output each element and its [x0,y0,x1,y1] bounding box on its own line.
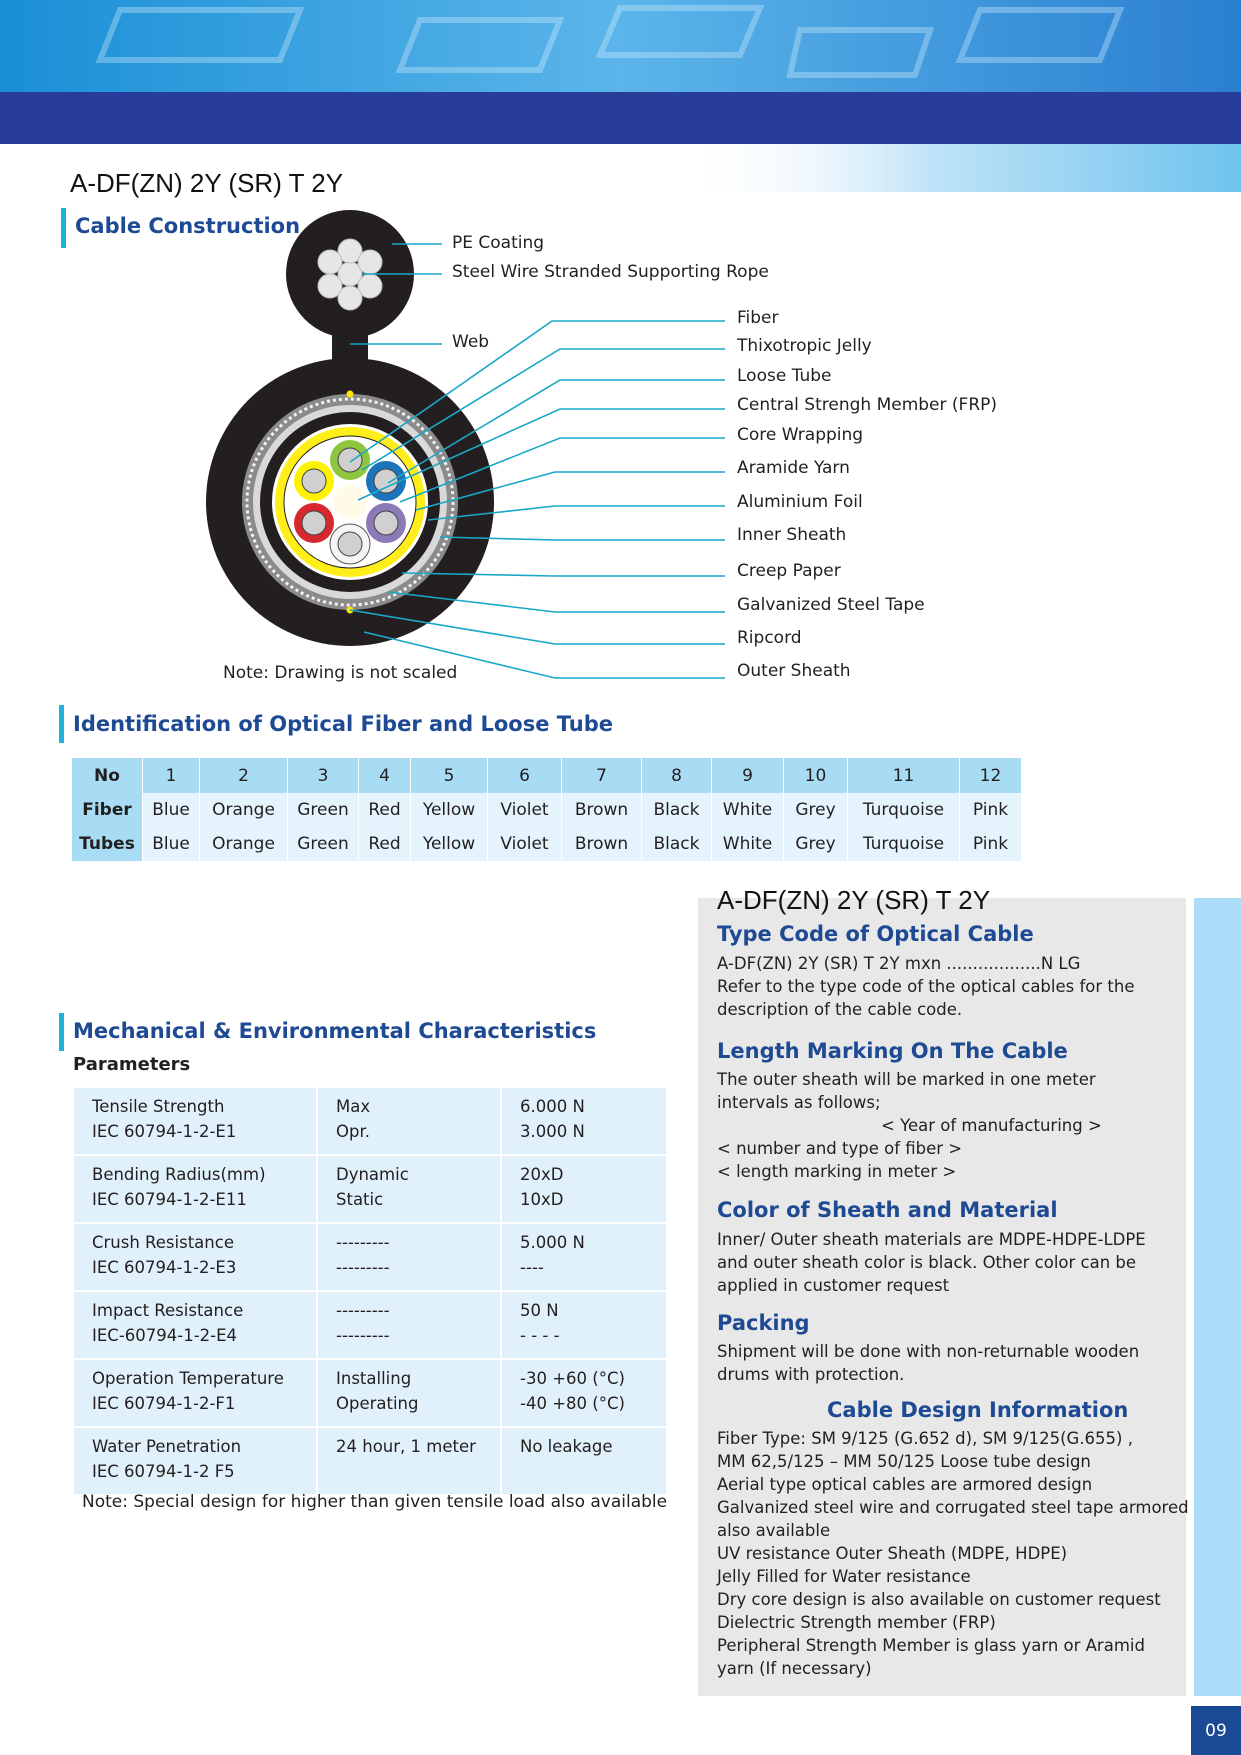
design-line: also available [717,1521,831,1540]
central-strength-member [333,485,367,519]
fiber-color-cell: Blue [143,793,200,827]
type-code-text [717,952,1135,1021]
design-line: Jelly Filled for Water resistance [717,1567,971,1586]
parameters-subtitle: Parameters [73,1054,191,1075]
type-code-line: Refer to the type code of the optical cables for the [717,977,1135,996]
color-identification-table [72,758,1022,861]
tube-color-cell: Black [642,827,712,861]
tube-color-cell: Red [359,827,411,861]
label-core-wrapping: Core Wrapping [737,425,864,445]
param-value: 6.000 N [520,1097,585,1116]
param-condition: Opr. [336,1122,370,1141]
side-color-strip [1194,898,1241,1696]
fiber-color-cell: Pink [960,793,1022,827]
tube-color-cell: Brown [562,827,642,861]
param-value: 3.000 N [520,1122,585,1141]
section-accent-bar [61,208,66,248]
label-thixotropic-jelly: Thixotropic Jelly [737,336,872,356]
fiber-color-cell: Yellow [411,793,488,827]
packing-line: Shipment will be done with non-returnable wooden [717,1342,1140,1361]
section-title-construction: Cable Construction [75,214,301,238]
label-aramide-yarn: Aramide Yarn [737,458,850,478]
type-code-line: description of the cable code. [717,1000,963,1019]
fiber-color-cell: Green [288,793,359,827]
sheath-color-title: Color of Sheath and Material [717,1198,1058,1222]
packing-text [717,1340,1139,1386]
length-marking-text [717,1068,1102,1183]
tube-color-cell: Orange [200,827,288,861]
param-name: Impact Resistance [92,1301,244,1320]
param-condition: --------- [336,1233,390,1252]
table-header-row [72,758,1022,793]
param-value: - - - - [520,1326,560,1345]
tube-color-cell: Pink [960,827,1022,861]
param-name: Operation Temperature [92,1369,284,1388]
tube-color-cell: Blue [143,827,200,861]
fiber-color-cell: Violet [488,793,562,827]
header-label-no: No [72,758,143,793]
param-value: 10xD [520,1190,564,1209]
design-line: Fiber Type: SM 9/125 (G.652 d), SM 9/125(G.655) , [717,1429,1133,1448]
length-line: < Year of manufacturing > [881,1116,1102,1135]
length-line: The outer sheath will be marked in one meter [717,1070,1096,1089]
tube-color-cell: Turquoise [848,827,960,861]
design-line: UV resistance Outer Sheath (MDPE, HDPE) [717,1544,1068,1563]
param-standard: IEC 60794-1-2-F1 [92,1394,236,1413]
fiber-color-cell: White [712,793,784,827]
mechanical-characteristics-table [74,1088,668,1496]
param-value: ---- [520,1258,544,1277]
fiber-color-cell: Brown [562,793,642,827]
number-cell: 3 [288,758,359,793]
design-line: MM 62,5/125 – MM 50/125 Loose tube design [717,1452,1091,1471]
length-line: intervals as follows; [717,1093,881,1112]
label-steel-tape: Galvanized Steel Tape [737,595,925,615]
param-name: Bending Radius(mm) [92,1165,266,1184]
param-condition: 24 hour, 1 meter [336,1437,476,1456]
param-standard: IEC-60794-1-2-E4 [92,1326,238,1345]
design-info-title: Cable Design Information [827,1398,1129,1422]
table-row [74,1428,668,1496]
design-line: Dry core design is also available on customer request [717,1590,1161,1609]
design-line: yarn (If necessary) [717,1659,872,1678]
fiber-color-cell: Black [642,793,712,827]
tube-color-cell: Grey [784,827,848,861]
label-pe-coating: PE Coating [452,233,545,253]
fiber-color-cell: Turquoise [848,793,960,827]
label-outer-sheath: Outer Sheath [737,661,851,681]
param-standard: IEC 60794-1-2-E1 [92,1122,237,1141]
length-line: < length marking in meter > [717,1162,957,1181]
table-row-tubes [72,827,1022,861]
design-line: Peripheral Strength Member is glass yarn or Aramid [717,1636,1145,1655]
param-standard: IEC 60794-1-2 F5 [92,1462,235,1481]
panel-product-title: A-DF(ZN) 2Y (SR) T 2Y [717,885,991,915]
design-line: Galvanized steel wire and corrugated steel tape armored [717,1498,1189,1517]
number-cell: 9 [712,758,784,793]
param-value: -30 +60 (°C) [520,1369,625,1388]
tube-color-cell: Yellow [411,827,488,861]
number-cell: 8 [642,758,712,793]
number-cell: 4 [359,758,411,793]
label-inner-sheath: Inner Sheath [737,525,847,545]
length-line: < number and type of fiber > [717,1139,963,1158]
type-code-title: Type Code of Optical Cable [717,922,1034,946]
packing-title: Packing [717,1311,810,1335]
number-cell: 12 [960,758,1022,793]
section-title-identification: Identification of Optical Fiber and Loose Tube [73,712,613,736]
label-loose-tube: Loose Tube [737,366,832,386]
label-fiber: Fiber [737,308,779,328]
param-name: Tensile Strength [92,1097,225,1116]
section-accent-bar [59,705,64,743]
sheath-color-text [717,1228,1146,1297]
section-title-mechanical: Mechanical & Environmental Characteristics [73,1019,597,1043]
color-line: applied in customer request [717,1276,950,1295]
param-value: No leakage [520,1437,613,1456]
param-standard: IEC 60794-1-2-E11 [92,1190,247,1209]
header-banner [0,0,1241,195]
drawing-note: Note: Drawing is not scaled [223,663,458,683]
color-line: and outer sheath color is black. Other color can be [717,1253,1137,1272]
type-code-line: A-DF(ZN) 2Y (SR) T 2Y mxn ..................N LG [717,954,1081,973]
table-row [74,1156,668,1224]
table-row [74,1292,668,1360]
row-label-tubes: Tubes [72,827,143,861]
param-value: -40 +80 (°C) [520,1394,625,1413]
param-value: 20xD [520,1165,564,1184]
label-frp: Central Strengh Member (FRP) [737,395,998,415]
param-condition: --------- [336,1301,390,1320]
label-aluminium-foil: Aluminium Foil [737,492,863,512]
param-name: Crush Resistance [92,1233,234,1252]
row-label-fiber: Fiber [72,793,143,827]
param-condition: Max [336,1097,371,1116]
param-value: 50 N [520,1301,559,1320]
param-condition: Static [336,1190,384,1209]
param-condition: Installing [336,1369,412,1388]
table-row [74,1224,668,1292]
tube-color-cell: Green [288,827,359,861]
mechanical-note: Note: Special design for higher than given tensile load also available [82,1492,668,1512]
table-row-fiber [72,793,1022,827]
page-number: 09 [1191,1706,1241,1755]
param-condition: Operating [336,1394,419,1413]
param-condition: --------- [336,1326,390,1345]
number-cell: 6 [488,758,562,793]
tube-color-cell: White [712,827,784,861]
design-line: Dielectric Strength member (FRP) [717,1613,996,1632]
tube-color-cell: Violet [488,827,562,861]
section-accent-bar [59,1013,64,1051]
number-cell: 10 [784,758,848,793]
number-cell: 5 [411,758,488,793]
param-value: 5.000 N [520,1233,585,1252]
product-title: A-DF(ZN) 2Y (SR) T 2Y [70,168,344,198]
label-ripcord: Ripcord [737,628,802,648]
param-condition: Dynamic [336,1165,409,1184]
packing-line: drums with protection. [717,1365,905,1384]
label-creep-paper: Creep Paper [737,561,841,581]
param-name: Water Penetration [92,1437,242,1456]
label-steel-rope: Steel Wire Stranded Supporting Rope [452,262,769,282]
number-cell: 7 [562,758,642,793]
number-cell: 2 [200,758,288,793]
number-cell: 11 [848,758,960,793]
length-marking-title: Length Marking On The Cable [717,1039,1068,1063]
param-condition: --------- [336,1258,390,1277]
param-standard: IEC 60794-1-2-E3 [92,1258,237,1277]
label-web: Web [452,332,490,352]
fiber-color-cell: Grey [784,793,848,827]
fiber-color-cell: Red [359,793,411,827]
design-line: Aerial type optical cables are armored design [717,1475,1093,1494]
table-row [74,1360,668,1428]
fiber-color-cell: Orange [200,793,288,827]
design-info-text [717,1427,1189,1680]
table-row [74,1088,668,1156]
color-line: Inner/ Outer sheath materials are MDPE-HDPE-LDPE [717,1230,1146,1249]
number-cell: 1 [143,758,200,793]
